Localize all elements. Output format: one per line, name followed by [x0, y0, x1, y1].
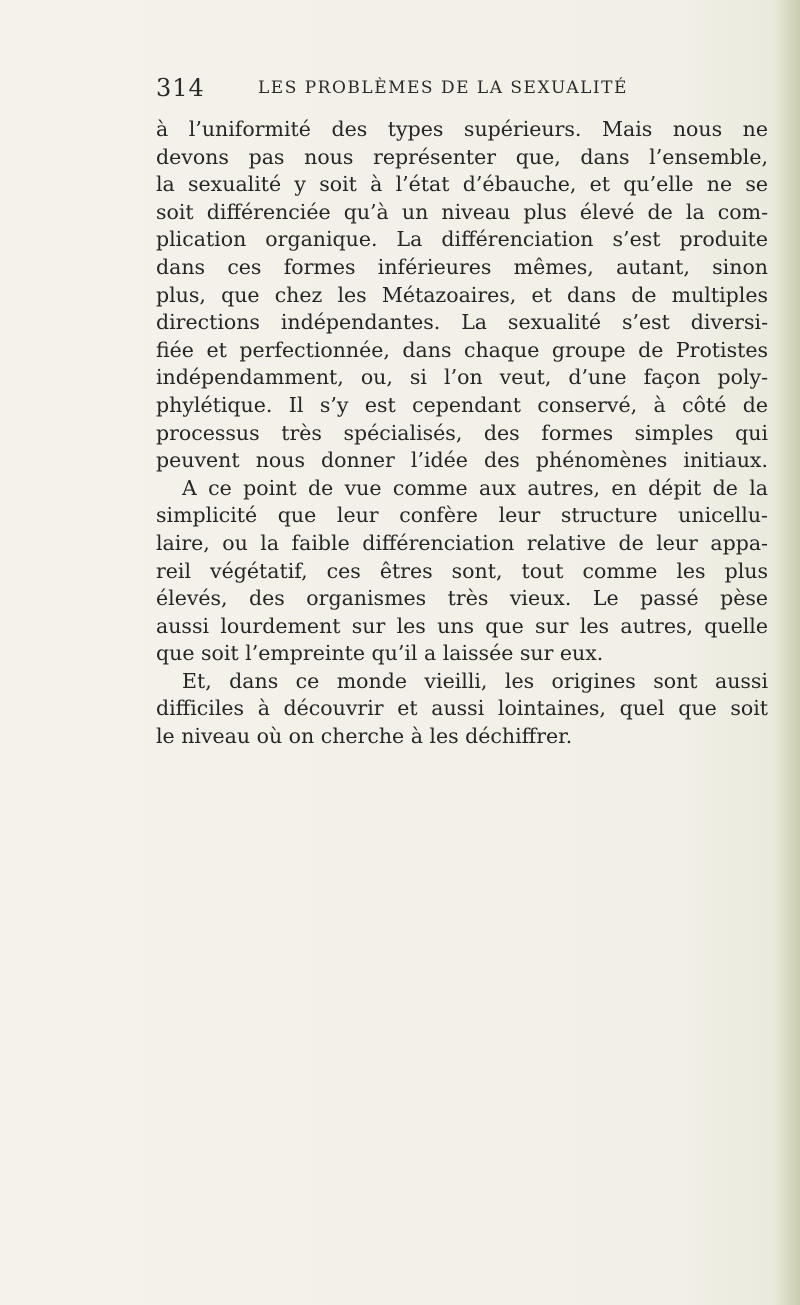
text-line: aussi lourdement sur les uns que sur les autres, quelle: [156, 613, 768, 638]
text-line: élevés, des organismes très vieux. Le passé pèse: [156, 586, 768, 611]
text-line: à l’uniformité des types supérieurs. Mais nous ne: [156, 117, 768, 141]
text-line: fiée et perfectionnée, dans chaque groupe de Protistes: [156, 337, 768, 362]
text-line: laire, ou la faible différenciation relative de leur appa-: [156, 530, 768, 555]
text-line: reil végétatif, ces êtres sont, tout comme les plus: [156, 558, 768, 583]
page-edge-shadow: [774, 0, 800, 1305]
text-line: peuvent nous donner l’idée des phénomènes initiaux.: [156, 448, 768, 473]
page-number: 314: [156, 74, 205, 102]
text-line: plication organique. La différenciation s’est produite: [156, 227, 768, 252]
text-line: phylétique. Il s’y est cependant conservé, à côté de: [156, 392, 768, 417]
body-text: [156, 116, 768, 751]
text-line: devons pas nous représenter que, dans l’ensemble,: [156, 144, 768, 169]
text-line: directions indépendantes. La sexualité s’est diversi-: [156, 310, 768, 335]
text-line: difficiles à découvrir et aussi lointaines, quel que soit: [156, 696, 768, 721]
text-line: simplicité que leur confère leur structure unicellu-: [156, 503, 768, 528]
running-title: LES PROBLÈMES DE LA SEXUALITÉ: [258, 78, 628, 98]
paragraph-start-line: A ce point de vue comme aux autres, en dépit de la: [182, 475, 768, 500]
paragraph-end-line: le niveau où on cherche à les déchiffrer.: [156, 724, 573, 749]
text-line: soit différenciée qu’à un niveau plus élevé de la com-: [156, 199, 768, 224]
text-line: la sexualité y soit à l’état d’ébauche, et qu’elle ne se: [156, 172, 768, 197]
paragraph-start-line: Et, dans ce monde vieilli, les origines sont aussi: [182, 668, 768, 693]
paragraph-end-line: que soit l’empreinte qu’il a laissée sur eux.: [156, 641, 604, 666]
text-line: dans ces formes inférieures mêmes, autant, sinon: [156, 254, 768, 279]
text-line: indépendamment, ou, si l’on veut, d’une façon poly-: [156, 365, 768, 390]
text-line: processus très spécialisés, des formes simples qui: [156, 420, 768, 445]
text-line: plus, que chez les Métazoaires, et dans de multiples: [156, 282, 768, 307]
running-header: [0, 74, 800, 106]
